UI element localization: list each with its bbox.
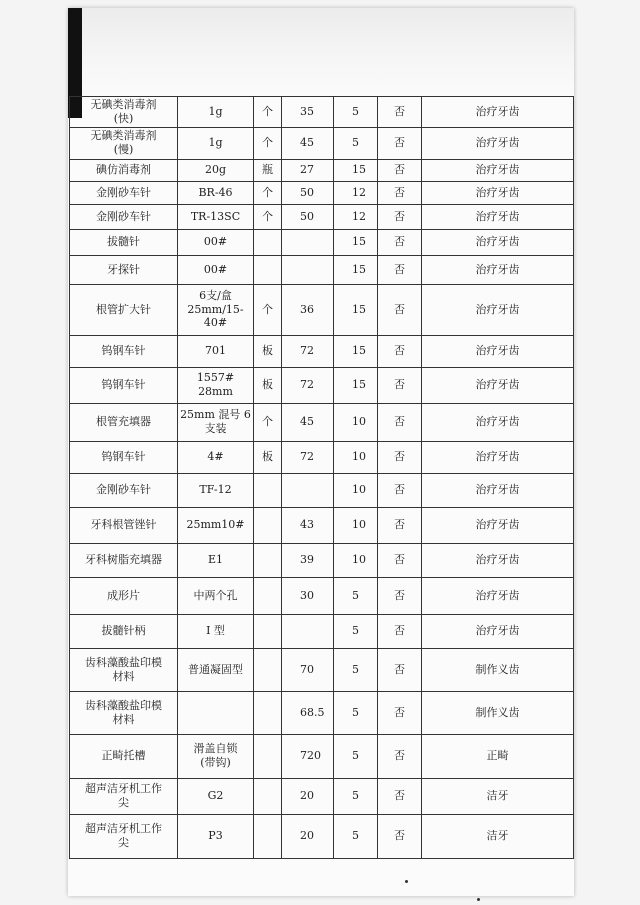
table-row xyxy=(70,367,574,403)
table-cell-spec: 25mm 混号 6 支装 xyxy=(178,403,254,441)
table-cell-flag: 否 xyxy=(378,204,422,229)
table-cell-qty: 5 xyxy=(334,577,378,614)
table-cell-use: 治疗牙齿 xyxy=(422,543,574,577)
table-cell-flag: 否 xyxy=(378,778,422,814)
table-cell-name: 碘仿消毒剂 xyxy=(70,159,178,181)
table-cell-price: 39 xyxy=(282,543,334,577)
table-cell-name: 钨钢车针 xyxy=(70,441,178,473)
table-cell-name: 超声洁牙机工作 尖 xyxy=(70,814,178,858)
table-cell-name: 金刚砂车针 xyxy=(70,473,178,507)
table-cell-price: 72 xyxy=(282,335,334,367)
table-cell-spec: 20g xyxy=(178,159,254,181)
table-cell-price: 68.5 xyxy=(282,691,334,734)
table-cell-qty: 5 xyxy=(334,614,378,648)
table-cell-flag: 否 xyxy=(378,229,422,255)
table-cell-qty: 5 xyxy=(334,691,378,734)
table-cell-qty: 12 xyxy=(334,181,378,204)
table-cell-name: 无碘类消毒剂 (快) xyxy=(70,97,178,128)
table-cell-use: 正畸 xyxy=(422,734,574,778)
table-cell-qty: 12 xyxy=(334,204,378,229)
table-cell-spec: 701 xyxy=(178,335,254,367)
table-cell-use: 治疗牙齿 xyxy=(422,367,574,403)
table-row xyxy=(70,473,574,507)
table-cell-use: 治疗牙齿 xyxy=(422,229,574,255)
table-row xyxy=(70,778,574,814)
table-cell-price: 20 xyxy=(282,778,334,814)
table-cell-unit xyxy=(254,691,282,734)
table-cell-name: 金刚砂车针 xyxy=(70,181,178,204)
table-cell-flag: 否 xyxy=(378,577,422,614)
table-cell-unit xyxy=(254,778,282,814)
table-row xyxy=(70,734,574,778)
table-cell-name: 金刚砂车针 xyxy=(70,204,178,229)
table-cell-qty: 15 xyxy=(334,159,378,181)
table-cell-unit xyxy=(254,614,282,648)
table-row xyxy=(70,691,574,734)
table-cell-name: 无碘类消毒剂 (慢) xyxy=(70,127,178,159)
table-cell-name: 拔髓针柄 xyxy=(70,614,178,648)
table-cell-unit: 板 xyxy=(254,335,282,367)
table-row xyxy=(70,229,574,255)
table-cell-qty: 15 xyxy=(334,367,378,403)
table-cell-spec: BR-46 xyxy=(178,181,254,204)
table-cell-spec: P3 xyxy=(178,814,254,858)
table-cell-use: 治疗牙齿 xyxy=(422,507,574,543)
table-cell-unit: 个 xyxy=(254,181,282,204)
table-cell-name: 成形片 xyxy=(70,577,178,614)
table-cell-flag: 否 xyxy=(378,255,422,284)
table-cell-use: 洁牙 xyxy=(422,814,574,858)
table-cell-name: 根管扩大针 xyxy=(70,284,178,335)
table-cell-use: 治疗牙齿 xyxy=(422,441,574,473)
table-cell-unit: 板 xyxy=(254,441,282,473)
table-cell-name: 拔髓针 xyxy=(70,229,178,255)
table-cell-flag: 否 xyxy=(378,335,422,367)
table-cell-unit: 个 xyxy=(254,403,282,441)
table-cell-use: 治疗牙齿 xyxy=(422,181,574,204)
table-cell-use: 治疗牙齿 xyxy=(422,403,574,441)
table-row xyxy=(70,614,574,648)
table-cell-flag: 否 xyxy=(378,691,422,734)
table-cell-qty: 5 xyxy=(334,127,378,159)
table-cell-spec: I 型 xyxy=(178,614,254,648)
table-cell-price: 20 xyxy=(282,814,334,858)
table-row xyxy=(70,127,574,159)
table-cell-spec: 滑盖自锁 (带钩) xyxy=(178,734,254,778)
table-cell-use: 治疗牙齿 xyxy=(422,284,574,335)
table-cell-qty: 5 xyxy=(334,778,378,814)
table-cell-unit xyxy=(254,577,282,614)
table-cell-use: 治疗牙齿 xyxy=(422,473,574,507)
table-cell-price: 45 xyxy=(282,403,334,441)
table-row xyxy=(70,441,574,473)
table-cell-unit xyxy=(254,473,282,507)
table-cell-use: 治疗牙齿 xyxy=(422,335,574,367)
table-cell-flag: 否 xyxy=(378,284,422,335)
table-row xyxy=(70,814,574,858)
table-cell-qty: 5 xyxy=(334,648,378,691)
table-cell-name: 牙科根管锉针 xyxy=(70,507,178,543)
table-cell-flag: 否 xyxy=(378,614,422,648)
table-cell-name: 正畸托槽 xyxy=(70,734,178,778)
table-cell-spec: E1 xyxy=(178,543,254,577)
table-cell-use: 治疗牙齿 xyxy=(422,159,574,181)
table-cell-price: 27 xyxy=(282,159,334,181)
table-row xyxy=(70,181,574,204)
table-cell-use: 制作义齿 xyxy=(422,691,574,734)
table-cell-flag: 否 xyxy=(378,473,422,507)
scan-speck xyxy=(477,898,480,901)
table-row xyxy=(70,648,574,691)
table-cell-qty: 15 xyxy=(334,229,378,255)
table-cell-unit xyxy=(254,734,282,778)
table-cell-use: 治疗牙齿 xyxy=(422,97,574,128)
table-cell-spec: TR-13SC xyxy=(178,204,254,229)
table-cell-flag: 否 xyxy=(378,648,422,691)
table-cell-spec: TF-12 xyxy=(178,473,254,507)
table-cell-unit xyxy=(254,648,282,691)
table-cell-use: 治疗牙齿 xyxy=(422,614,574,648)
table-cell-use: 治疗牙齿 xyxy=(422,127,574,159)
scan-speck xyxy=(405,880,408,883)
table-cell-use: 洁牙 xyxy=(422,778,574,814)
table-cell-unit xyxy=(254,814,282,858)
table-cell-spec: 1557# 28mm xyxy=(178,367,254,403)
table-cell-name: 钨钢车针 xyxy=(70,367,178,403)
table-row xyxy=(70,159,574,181)
table-row xyxy=(70,507,574,543)
table-cell-price: 70 xyxy=(282,648,334,691)
supplies-table xyxy=(69,96,574,859)
table-row xyxy=(70,577,574,614)
table-cell-unit: 个 xyxy=(254,127,282,159)
table-cell-qty: 10 xyxy=(334,543,378,577)
table-cell-price: 45 xyxy=(282,127,334,159)
table-cell-flag: 否 xyxy=(378,734,422,778)
table-cell-use: 治疗牙齿 xyxy=(422,255,574,284)
table-row xyxy=(70,97,574,128)
table-cell-flag: 否 xyxy=(378,127,422,159)
table-cell-unit xyxy=(254,255,282,284)
supplies-table-body xyxy=(70,97,574,859)
table-cell-name: 齿科藻酸盐印模 材料 xyxy=(70,691,178,734)
table-cell-qty: 5 xyxy=(334,734,378,778)
table-cell-spec xyxy=(178,691,254,734)
table-cell-name: 牙科树脂充填器 xyxy=(70,543,178,577)
table-row xyxy=(70,543,574,577)
table-cell-unit xyxy=(254,507,282,543)
table-cell-qty: 10 xyxy=(334,403,378,441)
table-cell-spec: 25mm10# xyxy=(178,507,254,543)
table-cell-price xyxy=(282,255,334,284)
table-cell-flag: 否 xyxy=(378,441,422,473)
table-cell-unit: 个 xyxy=(254,284,282,335)
table-cell-price: 72 xyxy=(282,441,334,473)
table-cell-flag: 否 xyxy=(378,814,422,858)
table-cell-flag: 否 xyxy=(378,403,422,441)
table-cell-spec: 普通凝固型 xyxy=(178,648,254,691)
table-cell-use: 治疗牙齿 xyxy=(422,577,574,614)
table-cell-unit xyxy=(254,543,282,577)
table-cell-use: 治疗牙齿 xyxy=(422,204,574,229)
table-cell-qty: 15 xyxy=(334,284,378,335)
table-cell-name: 超声洁牙机工作 尖 xyxy=(70,778,178,814)
table-cell-spec: 00# xyxy=(178,229,254,255)
table-cell-spec: 6支/盒 25mm/15- 40# xyxy=(178,284,254,335)
table-cell-price: 720 xyxy=(282,734,334,778)
table-cell-unit: 个 xyxy=(254,204,282,229)
table-cell-spec: 1g xyxy=(178,97,254,128)
table-cell-price: 72 xyxy=(282,367,334,403)
table-row xyxy=(70,335,574,367)
table-cell-qty: 10 xyxy=(334,473,378,507)
table-cell-spec: 4# xyxy=(178,441,254,473)
table-cell-name: 钨钢车针 xyxy=(70,335,178,367)
table-cell-price: 43 xyxy=(282,507,334,543)
table-cell-price xyxy=(282,614,334,648)
table-cell-spec: G2 xyxy=(178,778,254,814)
table-row xyxy=(70,204,574,229)
table-cell-price: 50 xyxy=(282,181,334,204)
table-cell-price: 30 xyxy=(282,577,334,614)
table-row xyxy=(70,403,574,441)
table-cell-qty: 10 xyxy=(334,441,378,473)
table-cell-flag: 否 xyxy=(378,507,422,543)
table-cell-unit: 瓶 xyxy=(254,159,282,181)
table-cell-price: 50 xyxy=(282,204,334,229)
table-cell-spec: 00# xyxy=(178,255,254,284)
table-cell-price: 36 xyxy=(282,284,334,335)
table-cell-name: 根管充填器 xyxy=(70,403,178,441)
table-cell-qty: 10 xyxy=(334,507,378,543)
table-cell-spec: 中两个孔 xyxy=(178,577,254,614)
table-cell-qty: 15 xyxy=(334,335,378,367)
table-cell-price: 35 xyxy=(282,97,334,128)
table-cell-price xyxy=(282,229,334,255)
table-cell-flag: 否 xyxy=(378,159,422,181)
table-cell-spec: 1g xyxy=(178,127,254,159)
table-cell-name: 牙探针 xyxy=(70,255,178,284)
table-cell-flag: 否 xyxy=(378,367,422,403)
table-cell-flag: 否 xyxy=(378,181,422,204)
table-row xyxy=(70,284,574,335)
table-row xyxy=(70,255,574,284)
table-cell-price xyxy=(282,473,334,507)
table-cell-unit xyxy=(254,229,282,255)
table-cell-qty: 5 xyxy=(334,97,378,128)
table-cell-qty: 5 xyxy=(334,814,378,858)
table-cell-unit: 板 xyxy=(254,367,282,403)
table-cell-flag: 否 xyxy=(378,97,422,128)
page-fold-shadow xyxy=(68,8,574,96)
table-cell-name: 齿科藻酸盐印模 材料 xyxy=(70,648,178,691)
table-cell-use: 制作义齿 xyxy=(422,648,574,691)
table-cell-unit: 个 xyxy=(254,97,282,128)
table-cell-flag: 否 xyxy=(378,543,422,577)
table-cell-qty: 15 xyxy=(334,255,378,284)
